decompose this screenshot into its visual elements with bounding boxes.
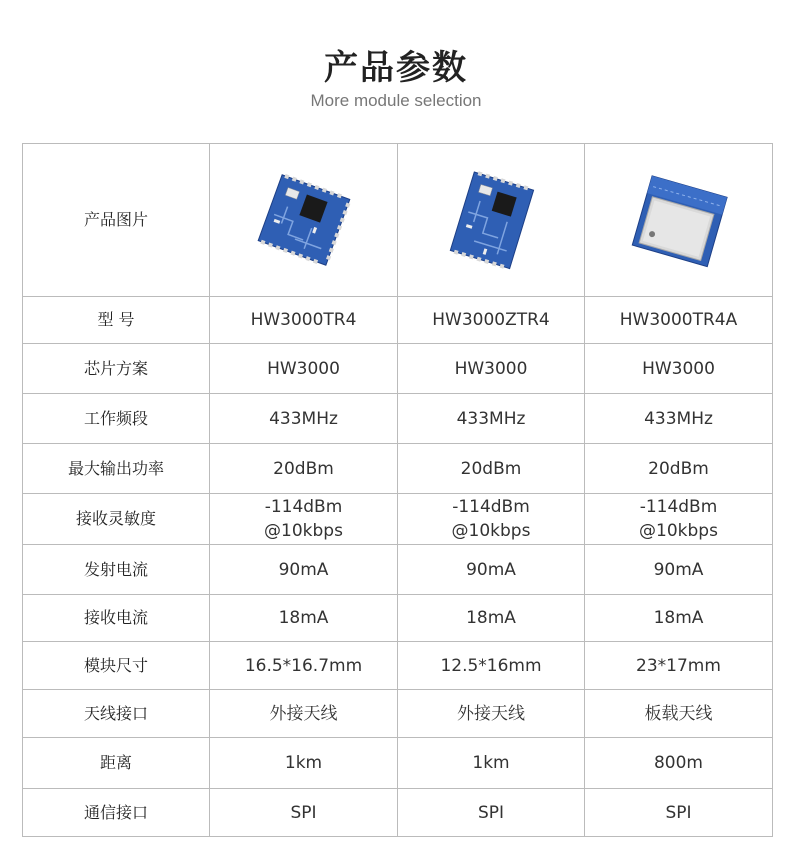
table-cell: 外接天线: [398, 690, 585, 738]
table-row: [23, 394, 773, 444]
table-row: [23, 642, 773, 690]
table-cell: 23*17mm: [585, 642, 773, 690]
table-cell-line: -114dBm: [639, 497, 718, 517]
table-cell: 1km: [210, 738, 398, 789]
table-row: [23, 738, 773, 789]
table-cell: 20dBm: [585, 444, 773, 494]
row-label: 天线接口: [23, 690, 210, 738]
table-cell: SPI: [585, 789, 773, 837]
table-cell: HW3000: [210, 344, 398, 394]
table-cell-line: -114dBm: [452, 497, 530, 517]
row-label: 模块尺寸: [23, 642, 210, 690]
table-cell: 433MHz: [210, 394, 398, 444]
product-image-cell: [210, 144, 398, 297]
table-row: [23, 690, 773, 738]
table-cell: 18mA: [585, 595, 773, 642]
row-label: 型 号: [23, 297, 210, 344]
table-cell: HW3000: [585, 344, 773, 394]
table-cell: 433MHz: [398, 394, 585, 444]
table-cell: 1km: [398, 738, 585, 789]
table-cell-line: -114dBm: [264, 497, 343, 517]
table-cell: 18mA: [210, 595, 398, 642]
table-row-image: [23, 144, 773, 297]
row-label: 产品图片: [23, 144, 210, 297]
table-cell: [585, 494, 773, 545]
product-image-cell: [398, 144, 585, 297]
spec-table: [22, 143, 773, 837]
table-cell: 18mA: [398, 595, 585, 642]
table-row: [23, 595, 773, 642]
row-label: 芯片方案: [23, 344, 210, 394]
blue-pcb-rf-module-icon: [254, 165, 354, 275]
table-cell: HW3000TR4A: [585, 297, 773, 344]
table-cell: 16.5*16.7mm: [210, 642, 398, 690]
table-cell: HW3000: [398, 344, 585, 394]
product-image-cell: [585, 144, 773, 297]
table-cell: 外接天线: [210, 690, 398, 738]
table-cell-line: @10kbps: [451, 521, 531, 541]
page-subtitle: More module selection: [310, 91, 482, 110]
table-cell: 90mA: [585, 545, 773, 595]
table-cell: SPI: [398, 789, 585, 837]
row-label: 工作频段: [23, 394, 210, 444]
table-row: [23, 494, 773, 545]
table-cell: 90mA: [398, 545, 585, 595]
row-label: 接收灵敏度: [23, 494, 210, 545]
row-label: 距离: [23, 738, 210, 789]
row-label: 接收电流: [23, 595, 210, 642]
page-title: 产品参数: [324, 48, 468, 88]
table-cell: HW3000TR4: [210, 297, 398, 344]
row-label: 通信接口: [23, 789, 210, 837]
table-cell: 20dBm: [398, 444, 585, 494]
table-row: [23, 297, 773, 344]
table-cell: 800m: [585, 738, 773, 789]
table-row: [23, 444, 773, 494]
table-cell-line: @10kbps: [639, 521, 718, 541]
table-cell-line: @10kbps: [264, 521, 343, 541]
blue-pcb-rf-module-icon: [441, 165, 541, 275]
table-cell: HW3000ZTR4: [398, 297, 585, 344]
table-row: [23, 789, 773, 837]
table-row: [23, 545, 773, 595]
table-row: [23, 344, 773, 394]
table-cell: 12.5*16mm: [398, 642, 585, 690]
table-cell: 433MHz: [585, 394, 773, 444]
table-cell: [398, 494, 585, 545]
shielded-rf-module-icon: [629, 165, 729, 275]
table-cell: 板载天线: [585, 690, 773, 738]
table-cell: SPI: [210, 789, 398, 837]
table-cell: 20dBm: [210, 444, 398, 494]
table-cell: 90mA: [210, 545, 398, 595]
table-cell: [210, 494, 398, 545]
row-label: 发射电流: [23, 545, 210, 595]
row-label: 最大输出功率: [23, 444, 210, 494]
